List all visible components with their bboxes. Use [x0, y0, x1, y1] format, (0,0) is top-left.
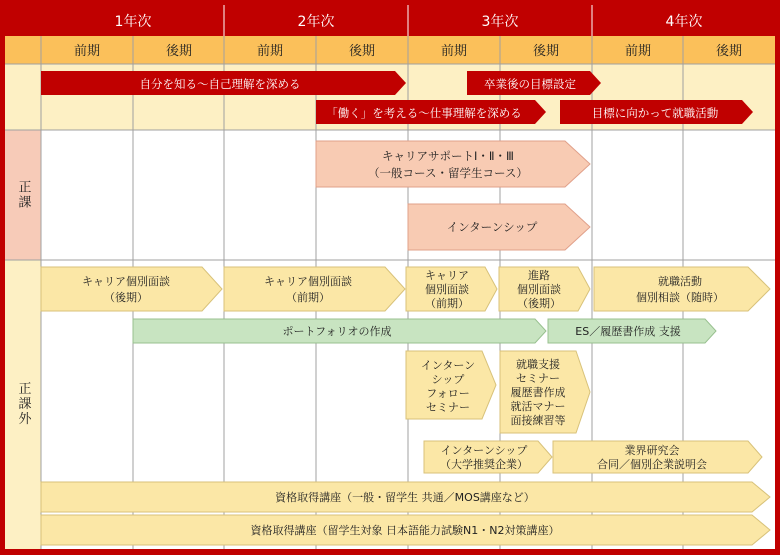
year-label-4: 4年次: [665, 14, 703, 30]
interview-y3b-line-3: （後期）: [517, 297, 561, 310]
term-label-8: 後期: [715, 44, 743, 59]
interview-y3b-line-2: 個別面談: [517, 283, 561, 296]
term-label-5: 前期: [440, 44, 468, 59]
cert-intl-line-1: 資格取得講座（留学生対象 日本語能力試験N1・N2対策講座）: [250, 524, 560, 537]
interview-y3b-line-1: 進路: [528, 269, 550, 282]
career-support-line-1: キャリアサポートⅠ・Ⅱ・Ⅲ: [382, 149, 514, 163]
intern-follow-line-3: フォロー: [426, 387, 470, 400]
job-seminar-line-2: セミナー: [516, 372, 560, 385]
year-label-3: 3年次: [481, 14, 519, 30]
arrow-self-analysis-text: 自分を知る～自己理解を深める: [139, 77, 301, 91]
arrow-interview-y1: [41, 267, 222, 311]
term-label-3: 前期: [256, 44, 284, 59]
interview-y2-line-1: キャリア個別面談: [264, 275, 352, 288]
arrow-career-support: [316, 141, 590, 187]
interview-y3a-line-1: キャリア: [425, 269, 469, 282]
job-consult-line-2: 個別相談（随時）: [636, 291, 724, 304]
intern-univ-line-1: インターンシップ: [440, 444, 528, 457]
industry-study-line-1: 業界研究会: [624, 444, 680, 457]
intern-follow-line-1: インターン: [420, 359, 476, 372]
job-consult-line-1: 就職活動: [658, 275, 702, 288]
term-label-2: 後期: [165, 44, 193, 59]
intern-follow-line-2: シップ: [431, 373, 465, 386]
job-seminar-line-3: 履歴書作成: [510, 386, 566, 399]
term-header-row: [5, 36, 775, 64]
interview-y3a-line-3: （前期）: [425, 297, 469, 310]
term-label-6: 後期: [532, 44, 560, 59]
year-label-2: 2年次: [297, 14, 335, 30]
industry-study-line-2: 合同／個別企業説明会: [597, 458, 707, 471]
term-label-4: 後期: [348, 44, 376, 59]
interview-y1-line-1: キャリア個別面談: [82, 275, 170, 288]
arrow-job-hunting-text: 目標に向かって就職活動: [591, 106, 719, 120]
arrow-job-consult: [594, 267, 770, 311]
term-label-7: 前期: [624, 44, 652, 59]
es-support-line-1: ES／履歴書作成 支援: [575, 325, 681, 338]
extra-section-label: 正課外: [15, 381, 31, 427]
interview-y3a-line-2: 個別面談: [425, 283, 469, 296]
interview-y2-line-2: （前期）: [286, 291, 330, 304]
arrow-work-understanding-text: 「働く」を考える～仕事理解を深める: [326, 106, 522, 120]
interview-y1-line-2: （後期）: [104, 291, 148, 304]
arrow-interview-y2: [224, 267, 405, 311]
career-support-line-2: （一般コース・留学生コース）: [368, 166, 528, 180]
job-seminar-line-4: 就活マナー: [510, 400, 566, 413]
intern-follow-line-4: セミナー: [426, 401, 470, 414]
intern-univ-line-2: （大学推奨企業）: [440, 458, 528, 471]
arrow-goal-setting-text: 卒業後の目標設定: [484, 77, 576, 91]
portfolio-line-1: ポートフォリオの作成: [282, 325, 392, 338]
job-seminar-line-5: 面接練習等: [510, 414, 566, 427]
year-label-1: 1年次: [114, 14, 152, 30]
term-label-1: 前期: [73, 44, 101, 59]
job-seminar-line-1: 就職支援: [516, 358, 560, 371]
regular-section-label: 正課: [15, 180, 31, 210]
internship-line-1: インターンシップ: [446, 220, 538, 234]
cert-general-line-1: 資格取得講座（一般・留学生 共通／MOS講座など）: [275, 491, 535, 504]
